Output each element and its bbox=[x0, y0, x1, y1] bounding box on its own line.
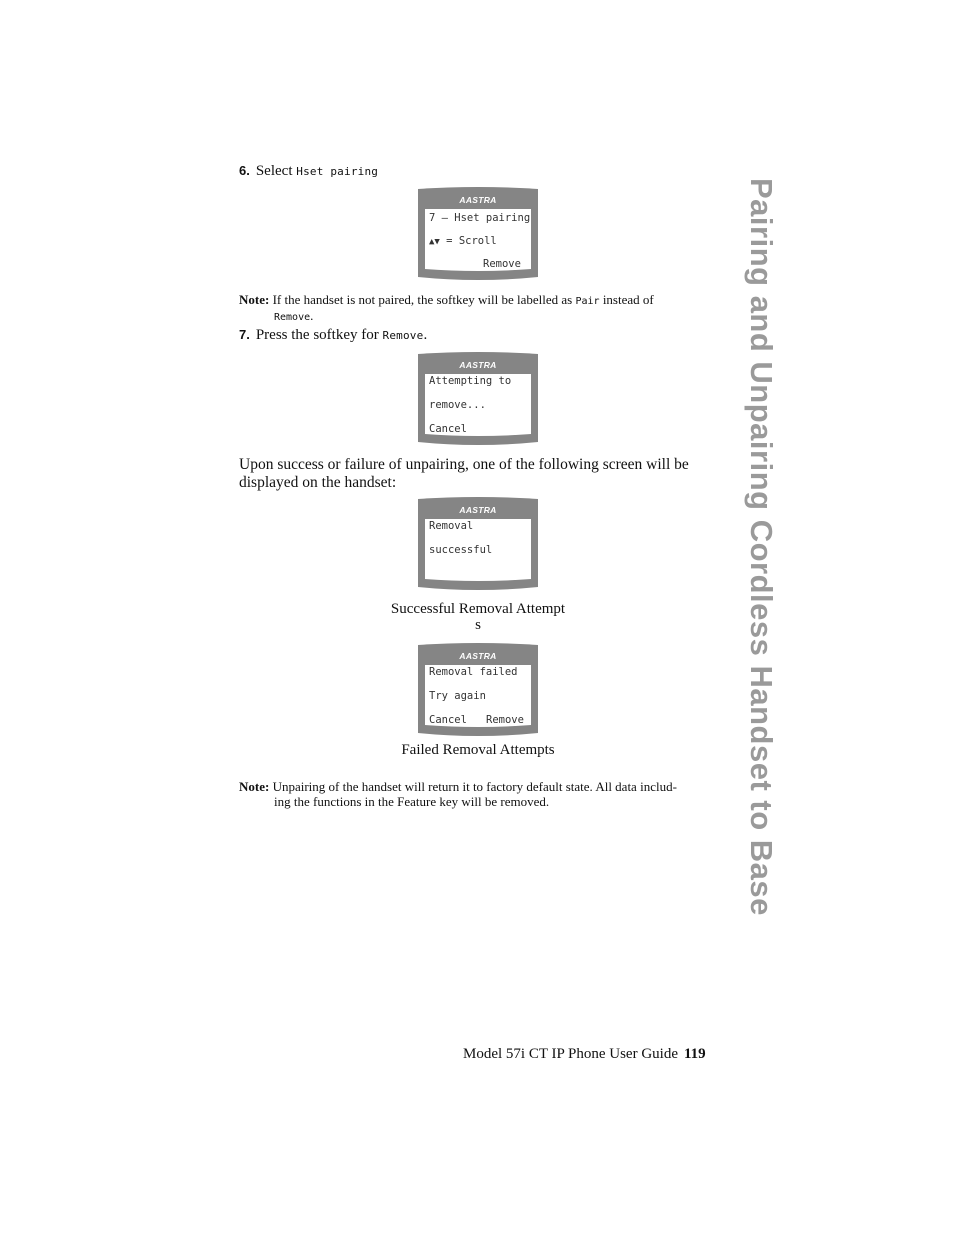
paragraph bbox=[239, 456, 689, 492]
lcd-line-2: Try again bbox=[429, 690, 486, 702]
lcd-line-1: Attempting to bbox=[429, 375, 512, 387]
step-text: Select bbox=[255, 163, 293, 179]
footer-title: Model 57i CT IP Phone User Guide bbox=[463, 1046, 678, 1062]
note-code-pair: Pair bbox=[575, 296, 600, 307]
softkey-remove: Remove bbox=[486, 714, 524, 726]
brand-logo: AASTRA bbox=[459, 651, 497, 661]
scroll-arrows-icon: ▲▼ bbox=[429, 237, 440, 247]
step-number: 7. bbox=[239, 327, 250, 342]
lcd-line-2 bbox=[429, 235, 497, 247]
lcd-line-1: Removal bbox=[429, 520, 474, 532]
paragraph-line-2: displayed on the handset: bbox=[239, 474, 397, 491]
caption-successful bbox=[378, 601, 578, 634]
lcd-line-2: successful bbox=[429, 544, 493, 556]
softkey-remove: Remove bbox=[483, 258, 521, 270]
caption-line-2: s bbox=[475, 617, 481, 633]
step-6 bbox=[239, 163, 378, 180]
brand-logo: AASTRA bbox=[459, 360, 497, 370]
note-code-remove: Remove bbox=[274, 312, 311, 323]
handset-screen-attempting bbox=[418, 352, 538, 446]
handset-screen-hset-pairing bbox=[418, 187, 538, 281]
paragraph-line-1: Upon success or failure of unpairing, one of the following screen will be bbox=[239, 456, 689, 473]
softkey-cancel: Cancel bbox=[429, 423, 467, 435]
softkey-cancel: Cancel bbox=[429, 714, 467, 726]
note-2-line-2: ing the functions in the Feature key will be removed. bbox=[274, 794, 550, 809]
lcd-line-1: 7 – Hset pairing bbox=[429, 212, 531, 224]
handset-screen-removal-failed bbox=[418, 643, 538, 737]
lcd-line-1: Removal failed bbox=[429, 666, 518, 678]
note-2 bbox=[239, 779, 719, 795]
note-label: Note: bbox=[239, 779, 270, 794]
step-7 bbox=[239, 327, 427, 344]
caption-failed: Failed Removal Attempts bbox=[401, 742, 555, 758]
note-label: Note: bbox=[239, 292, 270, 307]
handset-screen-removal-successful bbox=[418, 497, 538, 591]
step-end: . bbox=[423, 327, 428, 343]
brand-logo: AASTRA bbox=[459, 195, 497, 205]
lcd-line-2-text: = Scroll bbox=[446, 235, 497, 247]
page-number: 119 bbox=[684, 1046, 706, 1062]
step-code: Remove bbox=[382, 329, 424, 342]
brand-logo: AASTRA bbox=[459, 505, 497, 515]
lcd-line-2: remove... bbox=[429, 399, 486, 411]
side-title bbox=[745, 178, 779, 1018]
page-footer bbox=[463, 1046, 706, 1063]
caption-line-1: Successful Removal Attempt bbox=[390, 601, 566, 617]
step-code: Hset pairing bbox=[296, 165, 379, 178]
note-text-mid: instead of bbox=[602, 292, 654, 307]
note-text-end: . bbox=[310, 308, 314, 323]
step-text: Press the softkey for bbox=[255, 327, 379, 343]
note-text-line-1: Unpairing of the handset will return it to factory default state. All data includ- bbox=[272, 779, 677, 794]
step-number: 6. bbox=[239, 163, 250, 178]
note-1-cont bbox=[274, 308, 313, 326]
note-text: If the handset is not paired, the softkey will be labelled as bbox=[272, 292, 573, 307]
side-title-text: Pairing and Unpairing Cordless Handset to Base bbox=[744, 178, 779, 916]
